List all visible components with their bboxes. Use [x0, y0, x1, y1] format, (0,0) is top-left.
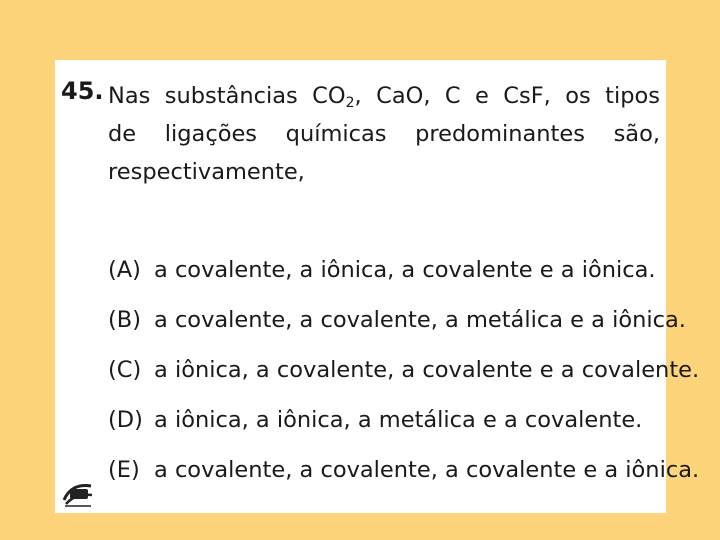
stem-text: de ligações químicas predominantes são, [108, 121, 660, 147]
option-d[interactable] [108, 398, 668, 448]
stem-text: respectivamente, [108, 159, 305, 185]
answer-options [108, 248, 700, 498]
option-letter: (B) [108, 307, 141, 333]
option-text: a covalente, a covalente, a metálica e a iônica. [154, 307, 686, 333]
stem-line-3 [108, 153, 660, 191]
stem-line-2 [108, 115, 660, 153]
option-text: a covalente, a covalente, a covalente e a iônica. [154, 457, 700, 483]
option-letter: (C) [108, 357, 142, 383]
option-c[interactable] [108, 348, 700, 398]
option-text: a covalente, a iônica, a covalente e a iônica. [154, 257, 656, 283]
question-card [55, 60, 700, 513]
option-e[interactable] [108, 448, 700, 498]
option-b[interactable] [108, 298, 686, 348]
question-number: 45. [61, 77, 104, 105]
question-stem [108, 77, 660, 191]
stem-text: , CaO, C e CsF, os tipos [354, 83, 660, 109]
option-letter: (E) [108, 457, 140, 483]
stem-line-1 [108, 77, 660, 115]
option-letter: (A) [108, 257, 141, 283]
option-text: a iônica, a iônica, a metálica e a covalente. [154, 407, 643, 433]
stem-text: Nas substâncias CO [108, 83, 346, 109]
option-text: a iônica, a covalente, a covalente e a covalente. [154, 357, 700, 383]
subscript: 2 [345, 95, 355, 111]
publisher-logo-icon [61, 478, 95, 508]
option-a[interactable] [108, 248, 668, 298]
option-letter: (D) [108, 407, 143, 433]
